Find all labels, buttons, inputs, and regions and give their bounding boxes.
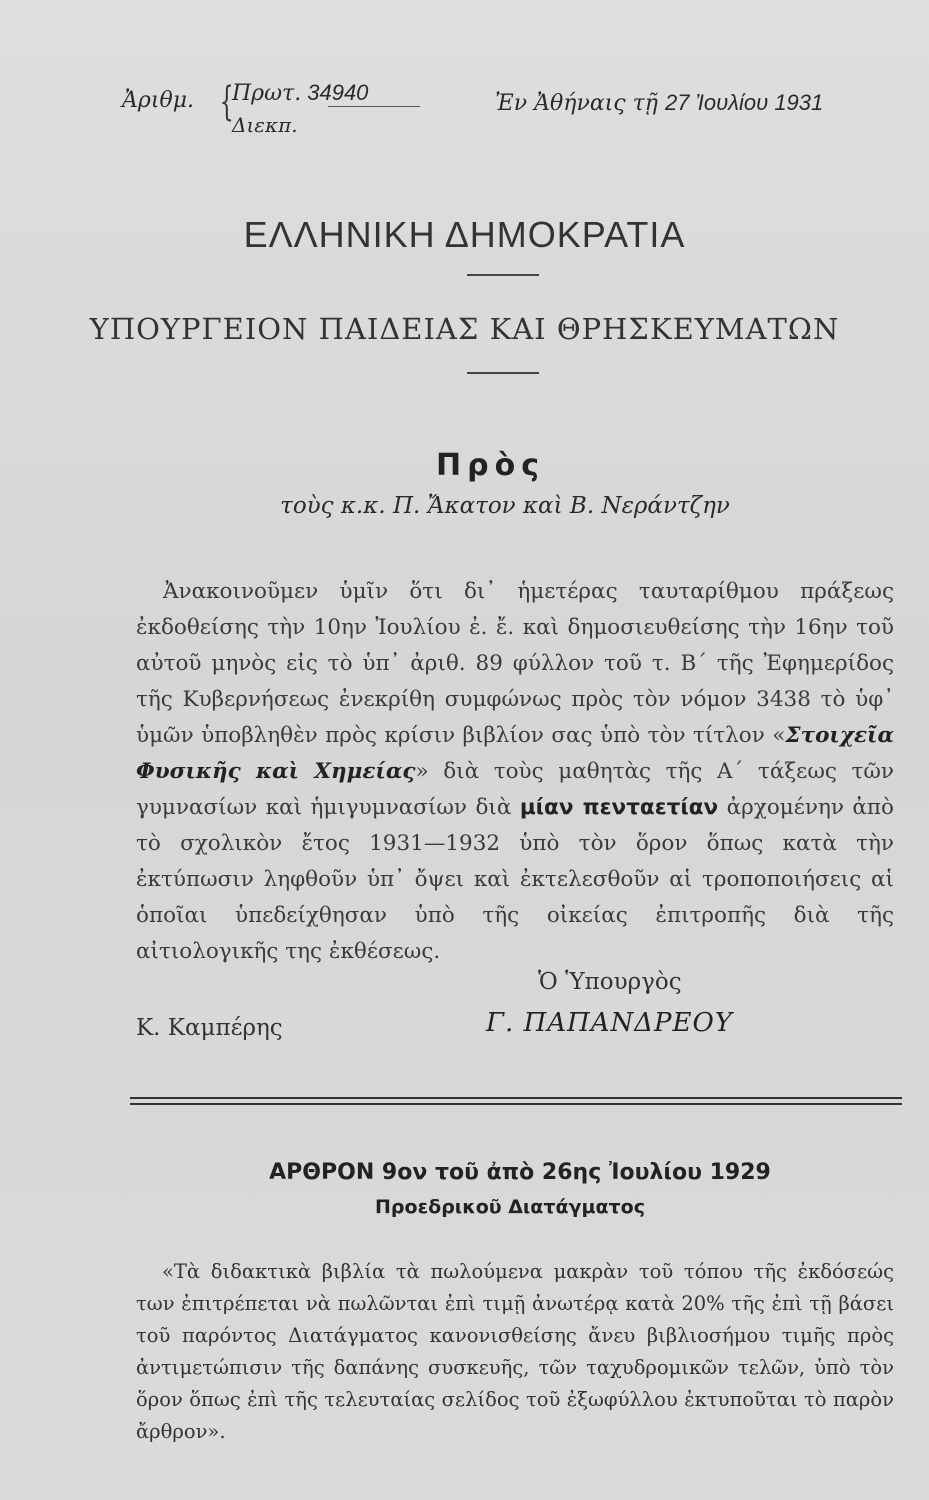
article-heading: ΑΡΘΡΟΝ 9ον τοῦ ἀπὸ 26ης Ἰουλίου 1929 <box>269 1160 771 1185</box>
protocol-number: 34940 <box>307 80 369 105</box>
addressee-recipients: τοὺς κ.κ. Π. Ἄκατον καὶ Β. Νεράντζην <box>280 493 730 519</box>
section-divider <box>130 1097 902 1105</box>
date-prefix: Ἐν Ἀθήναις τῇ <box>495 91 658 116</box>
letter-body <box>136 574 894 970</box>
signature-title: Ὁ Ὑπουργὸς <box>538 969 682 995</box>
protocol-underline <box>328 106 420 107</box>
book-title: Στοιχεῖα Φυσικῆς καὶ Χημείας <box>136 723 894 784</box>
ministry-title: ΥΠΟΥΡΓΕΙΟΝ ΠΑΙΔΕΙΑΣ ΚΑΙ ΘΡΗΣΚΕΥΜΑΤΩΝ <box>89 312 840 346</box>
minister-name: Γ. ΠΑΠΑΝΔΡΕΟΥ <box>486 1008 733 1038</box>
body-part-2: » διὰ τοὺς μαθητὰς τῆς Α΄ τάξεως τῶν γυμνασίων καὶ ἡμιγυμνασίων διὰ <box>136 759 894 820</box>
approval-duration: μίαν πενταετίαν <box>519 795 719 820</box>
protocol-reference <box>232 80 368 106</box>
date-value: 27 Ἰουλίου 1931 <box>664 90 824 115</box>
republic-title: ΕΛΛΗΝΙΚΗ ΔΗΜΟΚΡΑΤΙΑ <box>243 214 686 255</box>
arith-label: Ἀριθμ. <box>122 88 194 113</box>
reference-brace: { <box>219 79 234 125</box>
protocol-label: Πρωτ. <box>232 81 302 106</box>
article-quote: «Τὰ διδακτικὰ βιβλία τὰ πωλούμενα μακρὰν τοῦ τόπου τῆς ἐκδόσεώς των ἐπιτρέπεται νὰ πωλῶνται ἐπὶ τιμῇ ἀνωτέρᾳ κατὰ 20% τῆς ἐπὶ τῇ βάσει τοῦ παρόντος Διατάγματος κανονισθείσης ἄνευ βιβλιοσήμου τιμῆς πρὸς ἀντιμετώπισιν τῆς δαπάνης συσκευῆς, τῶν ταχυδρομικῶν τελῶν, ὑπὸ τὸν ὅρον ὅπως ἐπὶ τῆς τελευταίας σελίδος τοῦ ἐξωφύλλου ἐκτυποῦται τὸ παρὸν ἄρθρον». <box>136 1260 894 1443</box>
body-part-1: Ἀνακοινοῦμεν ὑμῖν ὅτι δι᾽ ἡμετέρας ταυταρίθμου πράξεως ἐκδοθείσης τὴν 10ην Ἰουλίου ἐ. ἔ. καὶ δημοσιευθείσης τὴν 16ην τοῦ αὐτοῦ μηνὸς εἰς τὸ ὑπ᾽ ἀριθ. 89 φύλλον τοῦ τ. Β΄ τῆς Ἐφημερίδος τῆς Κυβερνήσεως ἐνεκρίθη συμφώνως πρὸς τὸν νόμον 3438 τὸ ὑφ᾽ ὑμῶν ὑποβληθὲν πρὸς κρίσιν βιβλίον σας ὑπὸ τὸν τίτλον « <box>136 579 894 748</box>
dateline <box>495 90 823 116</box>
ministry-divider <box>467 372 539 374</box>
addressee-heading: Πρὸς <box>436 448 545 483</box>
diekp-label: Διεκπ. <box>232 113 298 137</box>
secondary-signatory: Κ. Καμπέρης <box>136 1015 283 1041</box>
article-subheading: Προεδρικοῦ Διατάγματος <box>375 1196 645 1218</box>
title-divider <box>467 274 539 276</box>
body-part-3: ἀρχομένην ἀπὸ τὸ σχολικὸν ἔτος 1931—1932 ὑπὸ τὸν ὅρον ὅπως κατὰ τὴν ἐκτύπωσιν ληφθοῦν ὑπ᾽ ὄψει καὶ ἐκτελεσθοῦν αἱ τροποποιήσεις αἱ ὁποῖαι ὑπεδείχθησαν ὑπὸ τῆς οἰκείας ἐπιτροπῆς διὰ τῆς αἰτιολογικῆς της ἐκθέσεως. <box>136 795 894 964</box>
